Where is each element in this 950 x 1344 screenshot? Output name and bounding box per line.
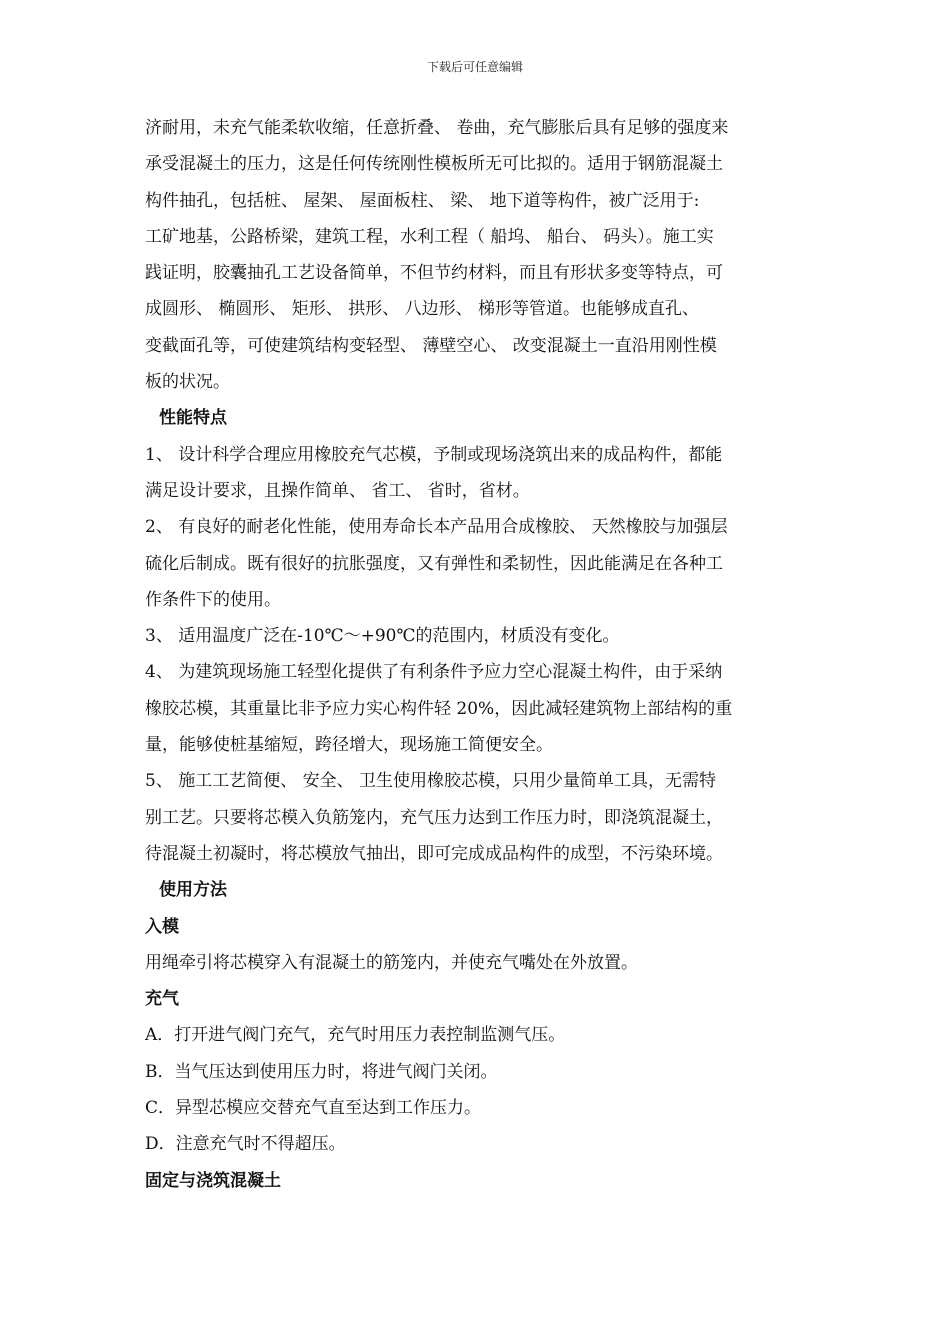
- subheading-inflate: 充气: [145, 989, 179, 1010]
- inflate-step-c: C．异型芯模应交替充气直至达到工作压力。: [145, 1098, 482, 1119]
- document-body: [145, 110, 805, 1199]
- text-line: 1、 设计科学合理应用橡胶充气芯模，予制或现场浇筑出来的成品构件，都能: [145, 444, 723, 465]
- section-heading-features: 性能特点: [159, 408, 227, 429]
- text-line: 4、 为建筑现场施工轻型化提供了有利条件予应力空心混凝土构件，由于采纳: [145, 662, 723, 683]
- text-line: 别工艺。只要将芯模入负筋笼内，充气压力达到工作压力时，即浇筑混凝土，: [145, 807, 723, 828]
- text-line: 承受混凝土的压力，这是任何传统刚性模板所无可比拟的。适用于钢筋混凝土: [145, 154, 723, 175]
- text-line: 2、 有良好的耐老化性能，使用寿命长本产品用合成橡胶、 天然橡胶与加强层: [145, 517, 728, 538]
- inflate-step-a: A．打开进气阀门充气，充气时用压力表控制监测气压。: [145, 1025, 566, 1046]
- intro-paragraph: [145, 110, 805, 400]
- text-line: 变截面孔等，可使建筑结构变轻型、 薄壁空心、 改变混凝土一直沿用刚性模: [145, 335, 717, 356]
- text-line: 作条件下的使用。: [145, 589, 281, 610]
- text-line: 橡胶芯模，其重量比非予应力实心构件轻 20%，因此减轻建筑物上部结构的重: [145, 698, 733, 719]
- text-line: 5、 施工工艺简便、 安全、 卫生使用橡胶芯模，只用少量简单工具，无需特: [145, 771, 717, 792]
- text-line: 板的状况。: [145, 372, 230, 393]
- text-line: 践证明，胶囊抽孔工艺设备简单，不但节约材料，而且有形状多变等特点，可: [145, 263, 723, 284]
- subheading-mold: 入模: [145, 916, 179, 937]
- feature-item-1: [145, 437, 805, 510]
- inflate-steps: [145, 1017, 805, 1162]
- text-line: 3、 适用温度广泛在-10℃～+90℃的范围内，材质没有变化。: [145, 626, 620, 647]
- text-line: 济耐用，未充气能柔软收缩，任意折叠、 卷曲，充气膨胀后具有足够的强度来: [145, 118, 729, 138]
- subheading-fix-pour: 固定与浇筑混凝土: [145, 1170, 281, 1191]
- text-line: 待混凝土初凝时，将芯模放气抽出，即可完成成品构件的成型，不污染环境。: [145, 843, 723, 864]
- feature-item-2: [145, 509, 805, 618]
- text-line: 工矿地基，公路桥梁，建筑工程，水利工程（ 船坞、 船台、 码头）。施工实: [145, 226, 714, 247]
- feature-item-5: [145, 763, 805, 872]
- inflate-step-b: B．当气压达到使用压力时，将进气阀门关闭。: [145, 1061, 498, 1082]
- text-line: 硫化后制成。既有很好的抗胀强度，又有弹性和柔韧性，因此能满足在各种工: [145, 553, 723, 574]
- text-line: 成圆形、 椭圆形、 矩形、 拱形、 八边形、 梯形等管道。也能够成直孔、: [145, 299, 700, 320]
- inflate-step-d: D．注意充气时不得超压。: [145, 1134, 346, 1155]
- page-header: 下载后可任意编辑: [426, 60, 523, 74]
- mold-text: 用绳牵引将芯模穿入有混凝土的筋笼内，并使充气嘴处在外放置。: [145, 952, 638, 973]
- text-line: 构件抽孔，包括桩、 屋架、 屋面板柱、 梁、 地下道等构件，被广泛用于:: [145, 190, 700, 211]
- text-line: 量，能够使桩基缩短，跨径增大，现场施工简便安全。: [145, 735, 553, 756]
- section-heading-usage: 使用方法: [159, 880, 227, 901]
- feature-item-4: [145, 654, 805, 763]
- text-line: 满足设计要求，且操作简单、 省工、 省时，省材。: [145, 480, 530, 501]
- feature-item-3: [145, 618, 805, 654]
